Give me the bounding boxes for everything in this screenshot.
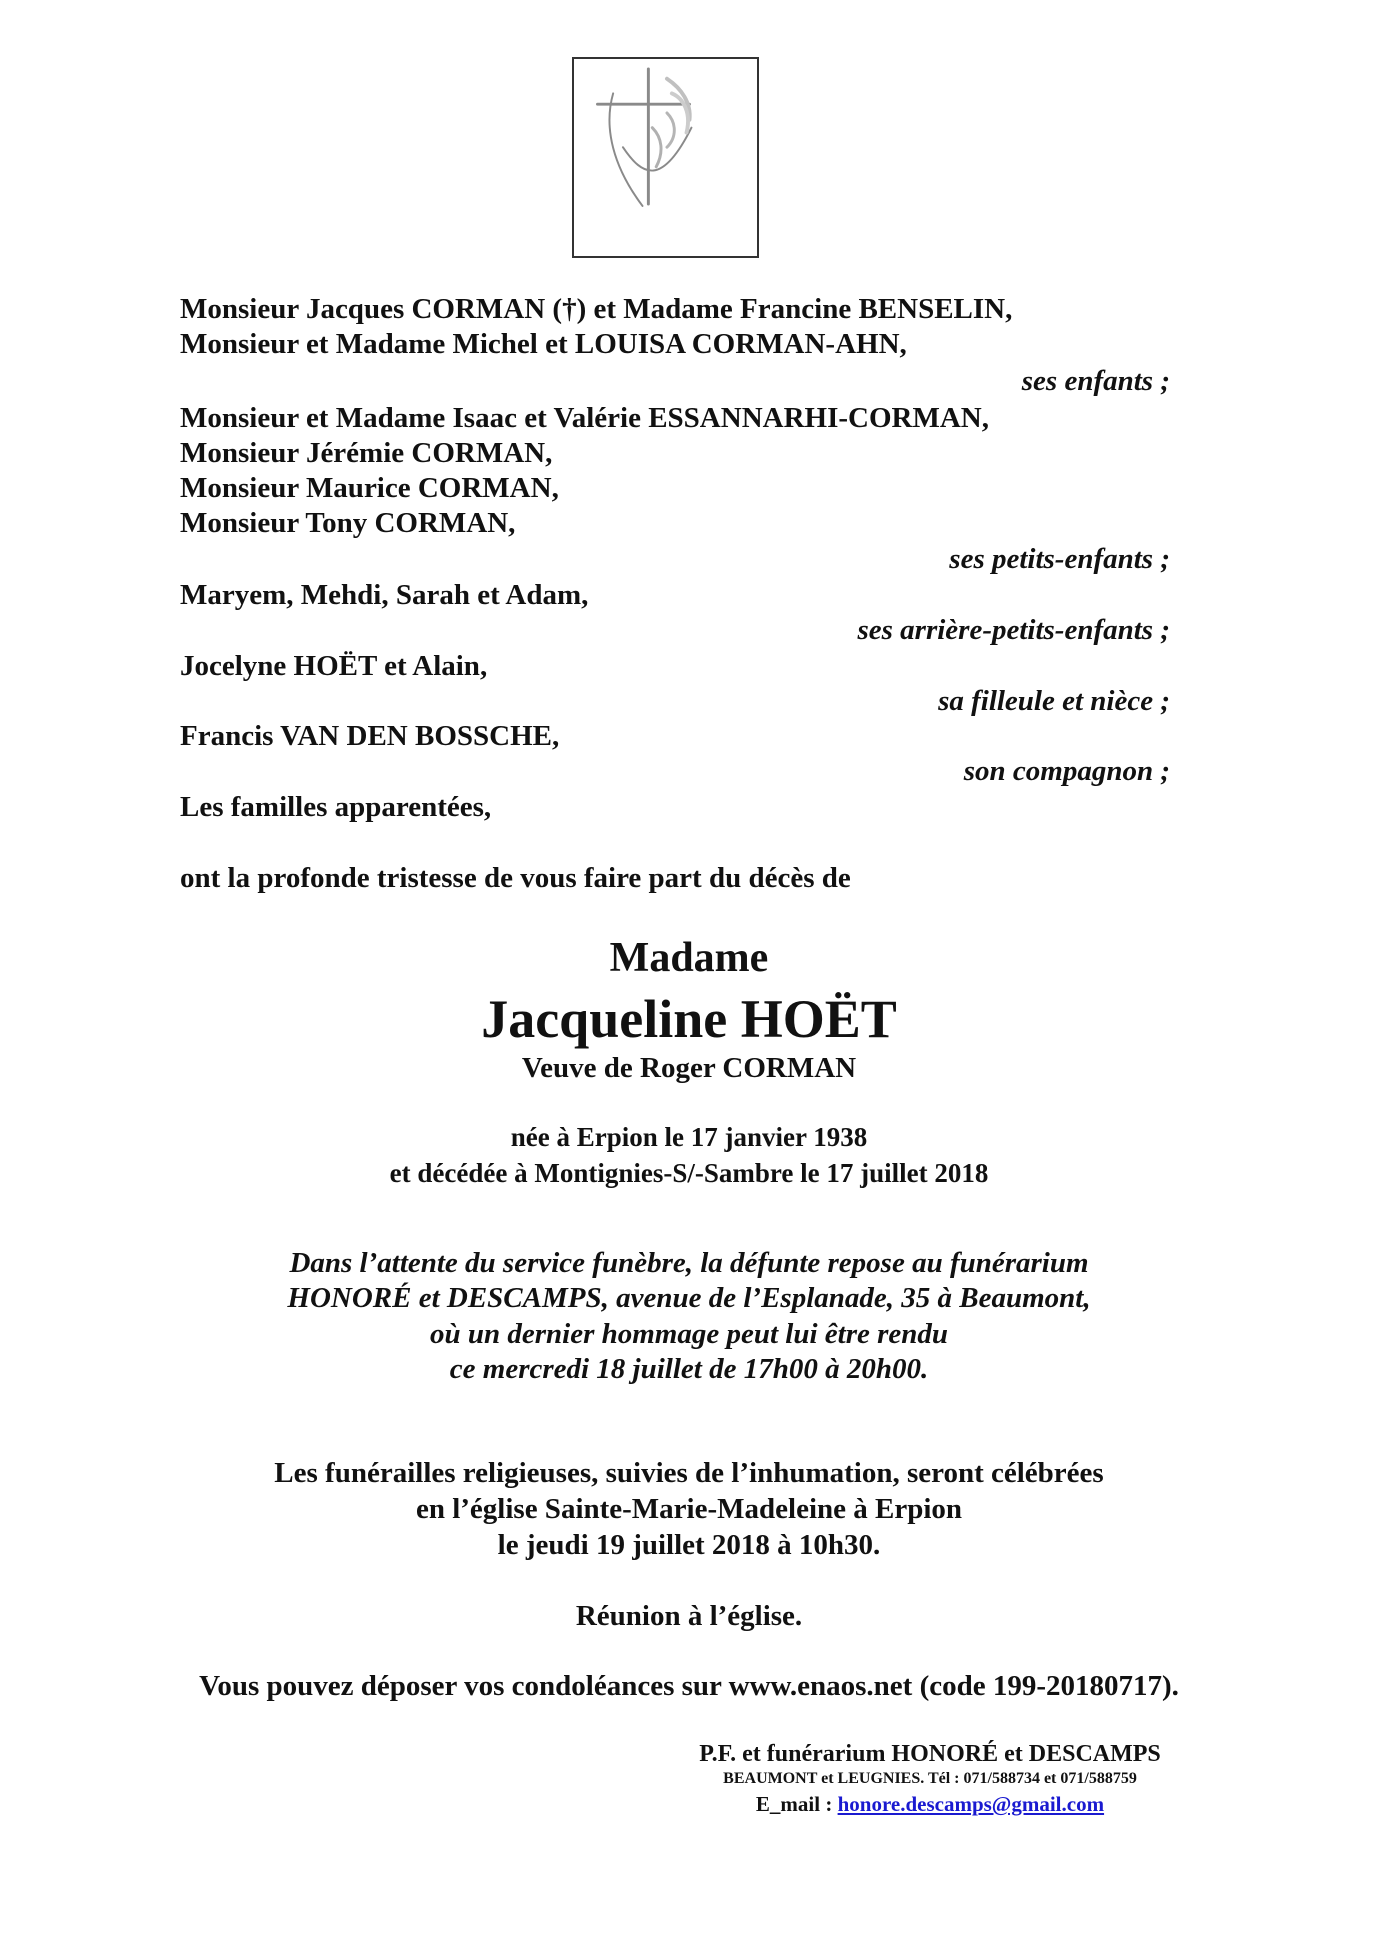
funeral-line: le jeudi 19 juillet 2018 à 10h30. [497,1529,881,1561]
relatives-line: Les familles apparentées, [180,791,492,823]
viewing-line: Dans l’attente du service funèbre, la défunte repose au funérarium [289,1247,1089,1279]
death-line: et décédée à Montignies-S/-Sambre le 17 juillet 2018 [389,1158,989,1188]
goddaughter-role: sa filleule et nièce ; [938,685,1170,717]
viewing-line: HONORÉ et DESCAMPS, avenue de l’Esplanade, 35 à Beaumont, [287,1282,1091,1314]
grandchildren-line: Monsieur Tony CORMAN, [180,507,516,539]
footer-email-line [640,1792,1220,1817]
deceased-title: Madame [609,935,769,981]
family-list [180,0,1170,850]
meeting-line: Réunion à l’église. [575,1600,803,1632]
children-role: ses enfants ; [1021,365,1170,397]
family-children-line: Monsieur et Madame Michel et LOUISA CORMAN-AHN, [180,328,907,360]
widow-of: Veuve de Roger CORMAN [521,1052,857,1084]
grandchildren-line: Monsieur Maurice CORMAN, [180,472,559,504]
funeral-line: Les funérailles religieuses, suivies de l’inhumation, seront célébrées [274,1457,1104,1489]
email-label: E_mail : [755,1792,838,1816]
goddaughter-line: Jocelyne HOËT et Alain, [180,650,488,682]
great-grandchildren-line: Maryem, Mehdi, Sarah et Adam, [180,579,589,611]
great-grandchildren-role: ses arrière-petits-enfants ; [857,614,1170,646]
email-link[interactable]: honore.descamps@gmail.com [837,1792,1105,1816]
viewing-line: où un dernier hommage peut lui être rendu [429,1318,949,1350]
grandchildren-role: ses petits-enfants ; [949,543,1170,575]
companion-line: Francis VAN DEN BOSSCHE, [180,720,560,752]
birth-line: née à Erpion le 17 janvier 1938 [510,1122,868,1152]
footer-company: P.F. et funérarium HONORÉ et DESCAMPS [699,1741,1161,1767]
deceased-name: Jacqueline HOËT [481,989,897,1049]
announcement-text: ont la profonde tristesse de vous faire part du décès de [180,862,851,894]
grandchildren-line: Monsieur Jérémie CORMAN, [180,437,553,469]
condolences-line: Vous pouvez déposer vos condoléances sur www.enaos.net (code 199-20180717). [199,1670,1179,1702]
grandchildren-line: Monsieur et Madame Isaac et Valérie ESSANNARHI-CORMAN, [180,402,989,434]
family-children-line: Monsieur Jacques CORMAN (†) et Madame Francine BENSELIN, [180,293,1013,325]
funeral-line: en l’église Sainte-Marie-Madeleine à Erpion [415,1493,963,1525]
companion-role: son compagnon ; [963,755,1170,787]
viewing-line: ce mercredi 18 juillet de 17h00 à 20h00. [449,1353,929,1385]
footer-contact: BEAUMONT et LEUGNIES. Tél : 071/588734 et 071/588759 [723,1770,1137,1787]
